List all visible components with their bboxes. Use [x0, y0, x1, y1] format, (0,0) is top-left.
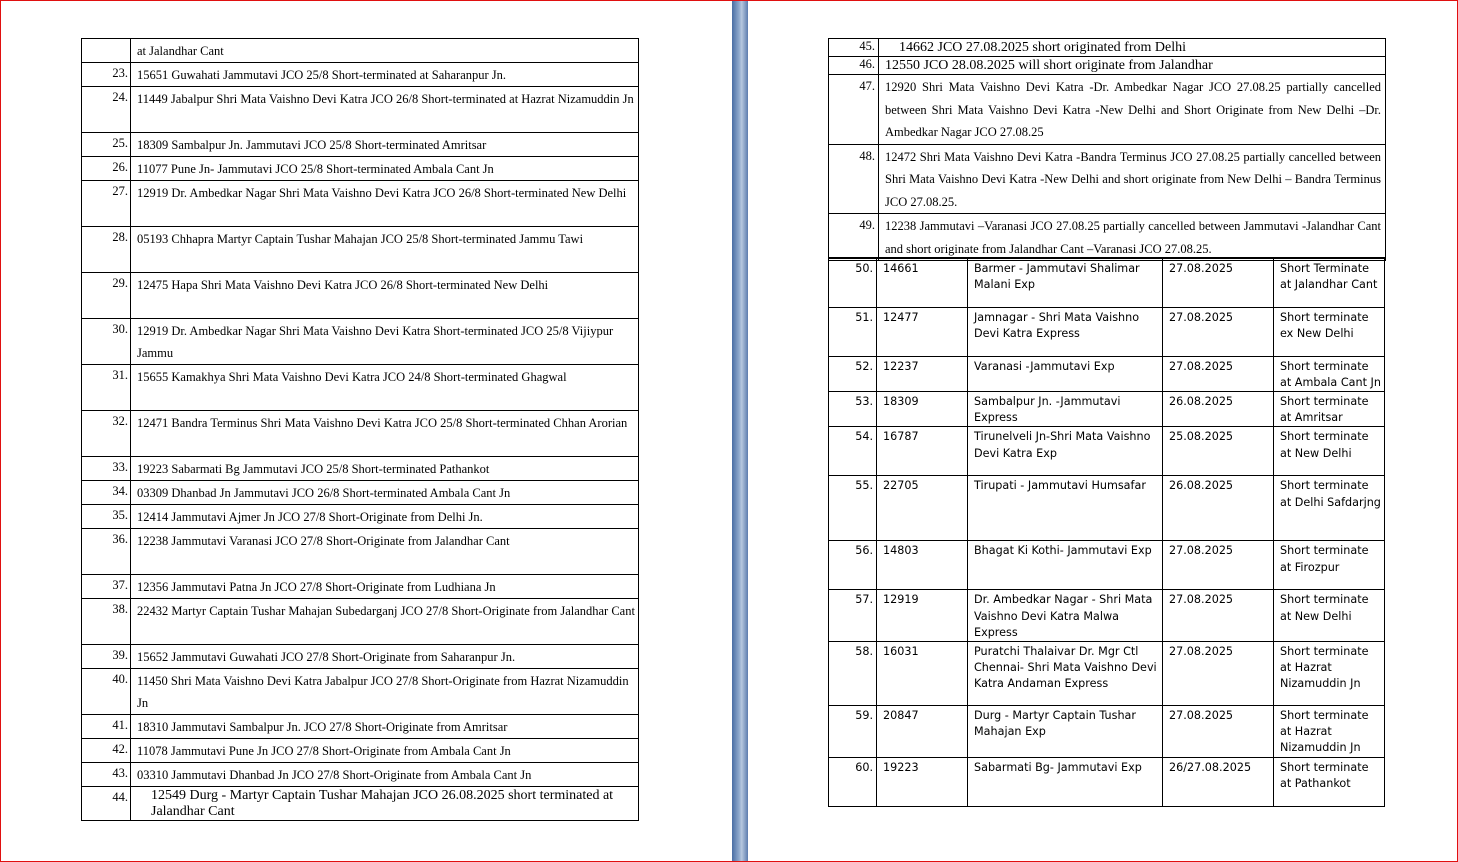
- row-text: 15652 Jammutavi Guwahati JCO 27/8 Short-Originate from Saharanpur Jn.: [131, 645, 639, 669]
- table-row: [829, 307, 1385, 356]
- page-divider: [732, 0, 748, 862]
- train-number: 14803: [877, 541, 968, 590]
- table-row: [82, 787, 639, 821]
- row-text: 12475 Hapa Shri Mata Vaishno Devi Katra JCO 26/8 Short-terminated New Delhi: [131, 273, 639, 319]
- row-number: 24.: [82, 87, 131, 133]
- train-route: Bhagat Ki Kothi- Jammutavi Exp: [968, 541, 1163, 590]
- row-number: 39.: [82, 645, 131, 669]
- train-number: 12919: [877, 590, 968, 642]
- train-route: Jamnagar - Shri Mata Vaishno Devi Katra Express: [968, 307, 1163, 356]
- status-text: Short terminate at Ambala Cant Jn: [1274, 356, 1385, 391]
- table-row: [82, 599, 639, 645]
- row-text: 15651 Guwahati Jammutavi JCO 25/8 Short-terminated at Saharanpur Jn.: [131, 63, 639, 87]
- row-number: 50.: [829, 258, 877, 307]
- table-row: [82, 481, 639, 505]
- journey-date: 27.08.2025: [1163, 705, 1274, 757]
- row-number: 53.: [829, 391, 877, 426]
- document-page-right: [748, 0, 1456, 862]
- train-route: Puratchi Thalaivar Dr. Mgr Ctl Chennai- Shri Mata Vaishno Devi Katra Andaman Express: [968, 641, 1163, 705]
- row-text: 12238 Jammutavi –Varanasi JCO 27.08.25 partially cancelled between Jammutavi -Jalandhar Cant and short originate from Jalandhar Cant –Varanasi JCO 27.08.25.: [879, 214, 1386, 261]
- journey-date: 27.08.2025: [1163, 641, 1274, 705]
- row-text: 18309 Sambalpur Jn. Jammutavi JCO 25/8 Short-terminated Amritsar: [131, 133, 639, 157]
- row-number: 35.: [82, 505, 131, 529]
- journey-date: 27.08.2025: [1163, 356, 1274, 391]
- table-row: [829, 705, 1385, 757]
- journey-date: 26.08.2025: [1163, 391, 1274, 426]
- train-number: 16031: [877, 641, 968, 705]
- table-row: [829, 57, 1386, 75]
- table-row: [82, 763, 639, 787]
- table-row: [82, 575, 639, 599]
- row-text: 03309 Dhanbad Jn Jammutavi JCO 26/8 Short-terminated Ambala Cant Jn: [131, 481, 639, 505]
- row-text: 11449 Jabalpur Shri Mata Vaishno Devi Katra JCO 26/8 Short-terminated at Hazrat Nizamuddin Jn: [131, 87, 639, 133]
- table-row: [82, 273, 639, 319]
- train-number: 12477: [877, 307, 968, 356]
- row-number: 36.: [82, 529, 131, 575]
- left-train-table: [81, 38, 639, 821]
- table-row: [82, 157, 639, 181]
- row-text: 12472 Shri Mata Vaishno Devi Katra -Bandra Terminus JCO 27.08.25 partially cancelled between Shri Mata Vaishno Devi Katra -New Delhi and short originate from New Delhi – Bandra Terminus JCO 27.08.25.: [879, 144, 1386, 214]
- table-row: [82, 739, 639, 763]
- table-row: [82, 365, 639, 411]
- table-row: [82, 181, 639, 227]
- train-route: Varanasi -Jammutavi Exp: [968, 356, 1163, 391]
- journey-date: 26.08.2025: [1163, 476, 1274, 541]
- row-number: 48.: [829, 144, 879, 214]
- status-text: Short terminate at Hazrat Nizamuddin Jn: [1274, 705, 1385, 757]
- row-text: 11078 Jammutavi Pune Jn JCO 27/8 Short-Originate from Ambala Cant Jn: [131, 739, 639, 763]
- table-row: [82, 63, 639, 87]
- train-number: 16787: [877, 427, 968, 476]
- row-number: 56.: [829, 541, 877, 590]
- train-route: Barmer - Jammutavi Shalimar Malani Exp: [968, 258, 1163, 307]
- table-row: [829, 476, 1385, 541]
- row-number: 52.: [829, 356, 877, 391]
- status-text: Short Terminate at Jalandhar Cant: [1274, 258, 1385, 307]
- table-row: [829, 75, 1386, 145]
- table-row: [829, 427, 1385, 476]
- status-text: Short terminate ex New Delhi: [1274, 307, 1385, 356]
- status-text: Short terminate at Delhi Safdarjng: [1274, 476, 1385, 541]
- table-row: [829, 541, 1385, 590]
- table-row: [829, 214, 1386, 261]
- row-text: 12549 Durg - Martyr Captain Tushar Mahajan JCO 26.08.2025 short terminated at Jalandhar Cant: [131, 787, 639, 821]
- row-number: 26.: [82, 157, 131, 181]
- row-text: 14662 JCO 27.08.2025 short originated from Delhi: [879, 39, 1386, 57]
- row-number: 41.: [82, 715, 131, 739]
- row-number: 37.: [82, 575, 131, 599]
- row-number: 33.: [82, 457, 131, 481]
- train-route: Dr. Ambedkar Nagar - Shri Mata Vaishno Devi Katra Malwa Express: [968, 590, 1163, 642]
- row-text: 18310 Jammutavi Sambalpur Jn. JCO 27/8 Short-Originate from Amritsar: [131, 715, 639, 739]
- table-row: [82, 39, 639, 63]
- row-number: 32.: [82, 411, 131, 457]
- table-row: [829, 39, 1386, 57]
- row-text: 12471 Bandra Terminus Shri Mata Vaishno Devi Katra JCO 25/8 Short-terminated Chhan Arorian: [131, 411, 639, 457]
- train-route: Durg - Martyr Captain Tushar Mahajan Exp: [968, 705, 1163, 757]
- table-row: [829, 391, 1385, 426]
- row-number: 28.: [82, 227, 131, 273]
- row-number: 59.: [829, 705, 877, 757]
- train-number: 22705: [877, 476, 968, 541]
- table-row: [82, 411, 639, 457]
- status-text: Short terminate at New Delhi: [1274, 590, 1385, 642]
- row-number: 51.: [829, 307, 877, 356]
- table-row: [829, 144, 1386, 214]
- table-row: [82, 133, 639, 157]
- document-page-left: [2, 0, 732, 862]
- row-number: 58.: [829, 641, 877, 705]
- right-upper-train-table: [828, 38, 1386, 261]
- row-number: 45.: [829, 39, 879, 57]
- row-number: 49.: [829, 214, 879, 261]
- train-number: 12237: [877, 356, 968, 391]
- row-number: 54.: [829, 427, 877, 476]
- table-row: [829, 590, 1385, 642]
- train-route: Sambalpur Jn. -Jammutavi Express: [968, 391, 1163, 426]
- row-number: 31.: [82, 365, 131, 411]
- table-row: [82, 319, 639, 365]
- row-text: 05193 Chhapra Martyr Captain Tushar Mahajan JCO 25/8 Short-terminated Jammu Tawi: [131, 227, 639, 273]
- row-text: 12356 Jammutavi Patna Jn JCO 27/8 Short-Originate from Ludhiana Jn: [131, 575, 639, 599]
- row-number: [82, 39, 131, 63]
- row-number: 42.: [82, 739, 131, 763]
- journey-date: 25.08.2025: [1163, 427, 1274, 476]
- row-text: 11450 Shri Mata Vaishno Devi Katra Jabalpur JCO 27/8 Short-Originate from Hazrat Nizamuddin Jn: [131, 669, 639, 715]
- row-text: 19223 Sabarmati Bg Jammutavi JCO 25/8 Short-terminated Pathankot: [131, 457, 639, 481]
- row-text: 11077 Pune Jn- Jammutavi JCO 25/8 Short-terminated Ambala Cant Jn: [131, 157, 639, 181]
- journey-date: 27.08.2025: [1163, 590, 1274, 642]
- row-number: 43.: [82, 763, 131, 787]
- journey-date: 27.08.2025: [1163, 541, 1274, 590]
- train-number: 14661: [877, 258, 968, 307]
- row-text: 12920 Shri Mata Vaishno Devi Katra -Dr. Ambedkar Nagar JCO 27.08.25 partially cancelled between Shri Mata Vaishno Devi Katra -New Delhi and Short Originate from New Delhi –Dr. Ambedkar Nagar JCO 27.08.25: [879, 75, 1386, 145]
- table-row: [82, 457, 639, 481]
- table-row: [82, 669, 639, 715]
- status-text: Short terminate at Pathankot: [1274, 757, 1385, 806]
- row-number: 60.: [829, 757, 877, 806]
- row-text: 12550 JCO 28.08.2025 will short originate from Jalandhar: [879, 57, 1386, 75]
- train-route: Tirunelveli Jn-Shri Mata Vaishno Devi Katra Exp: [968, 427, 1163, 476]
- table-row: [829, 757, 1385, 806]
- train-number: 18309: [877, 391, 968, 426]
- status-text: Short terminate at Amritsar: [1274, 391, 1385, 426]
- train-route: Sabarmati Bg- Jammutavi Exp: [968, 757, 1163, 806]
- row-text: 22432 Martyr Captain Tushar Mahajan Subedarganj JCO 27/8 Short-Originate from Jalandhar Cant: [131, 599, 639, 645]
- row-number: 44.: [82, 787, 131, 821]
- train-route: Tirupati - Jammutavi Humsafar: [968, 476, 1163, 541]
- row-text: 15655 Kamakhya Shri Mata Vaishno Devi Katra JCO 24/8 Short-terminated Ghagwal: [131, 365, 639, 411]
- row-number: 55.: [829, 476, 877, 541]
- row-number: 38.: [82, 599, 131, 645]
- row-number: 23.: [82, 63, 131, 87]
- row-text: at Jalandhar Cant: [131, 39, 639, 63]
- journey-date: 27.08.2025: [1163, 307, 1274, 356]
- journey-date: 27.08.2025: [1163, 258, 1274, 307]
- row-number: 47.: [829, 75, 879, 145]
- table-row: [82, 227, 639, 273]
- table-row: [829, 258, 1385, 307]
- table-row: [82, 505, 639, 529]
- row-number: 30.: [82, 319, 131, 365]
- train-number: 19223: [877, 757, 968, 806]
- table-row: [82, 715, 639, 739]
- table-row: [829, 356, 1385, 391]
- row-text: 12238 Jammutavi Varanasi JCO 27/8 Short-Originate from Jalandhar Cant: [131, 529, 639, 575]
- row-number: 25.: [82, 133, 131, 157]
- row-number: 40.: [82, 669, 131, 715]
- row-number: 27.: [82, 181, 131, 227]
- row-text: 12919 Dr. Ambedkar Nagar Shri Mata Vaishno Devi Katra JCO 26/8 Short-terminated New Delhi: [131, 181, 639, 227]
- table-row: [829, 641, 1385, 705]
- train-number: 20847: [877, 705, 968, 757]
- status-text: Short terminate at Firozpur: [1274, 541, 1385, 590]
- row-number: 29.: [82, 273, 131, 319]
- row-number: 57.: [829, 590, 877, 642]
- table-row: [82, 645, 639, 669]
- status-text: Short terminate at New Delhi: [1274, 427, 1385, 476]
- row-text: 12414 Jammutavi Ajmer Jn JCO 27/8 Short-Originate from Delhi Jn.: [131, 505, 639, 529]
- row-number: 34.: [82, 481, 131, 505]
- row-text: 03310 Jammutavi Dhanbad Jn JCO 27/8 Short-Originate from Ambala Cant Jn: [131, 763, 639, 787]
- status-text: Short terminate at Hazrat Nizamuddin Jn: [1274, 641, 1385, 705]
- table-row: [82, 87, 639, 133]
- row-number: 46.: [829, 57, 879, 75]
- journey-date: 26/27.08.2025: [1163, 757, 1274, 806]
- right-lower-train-table: [828, 257, 1385, 807]
- table-row: [82, 529, 639, 575]
- row-text: 12919 Dr. Ambedkar Nagar Shri Mata Vaishno Devi Katra Short-terminated JCO 25/8 Vijiypur Jammu: [131, 319, 639, 365]
